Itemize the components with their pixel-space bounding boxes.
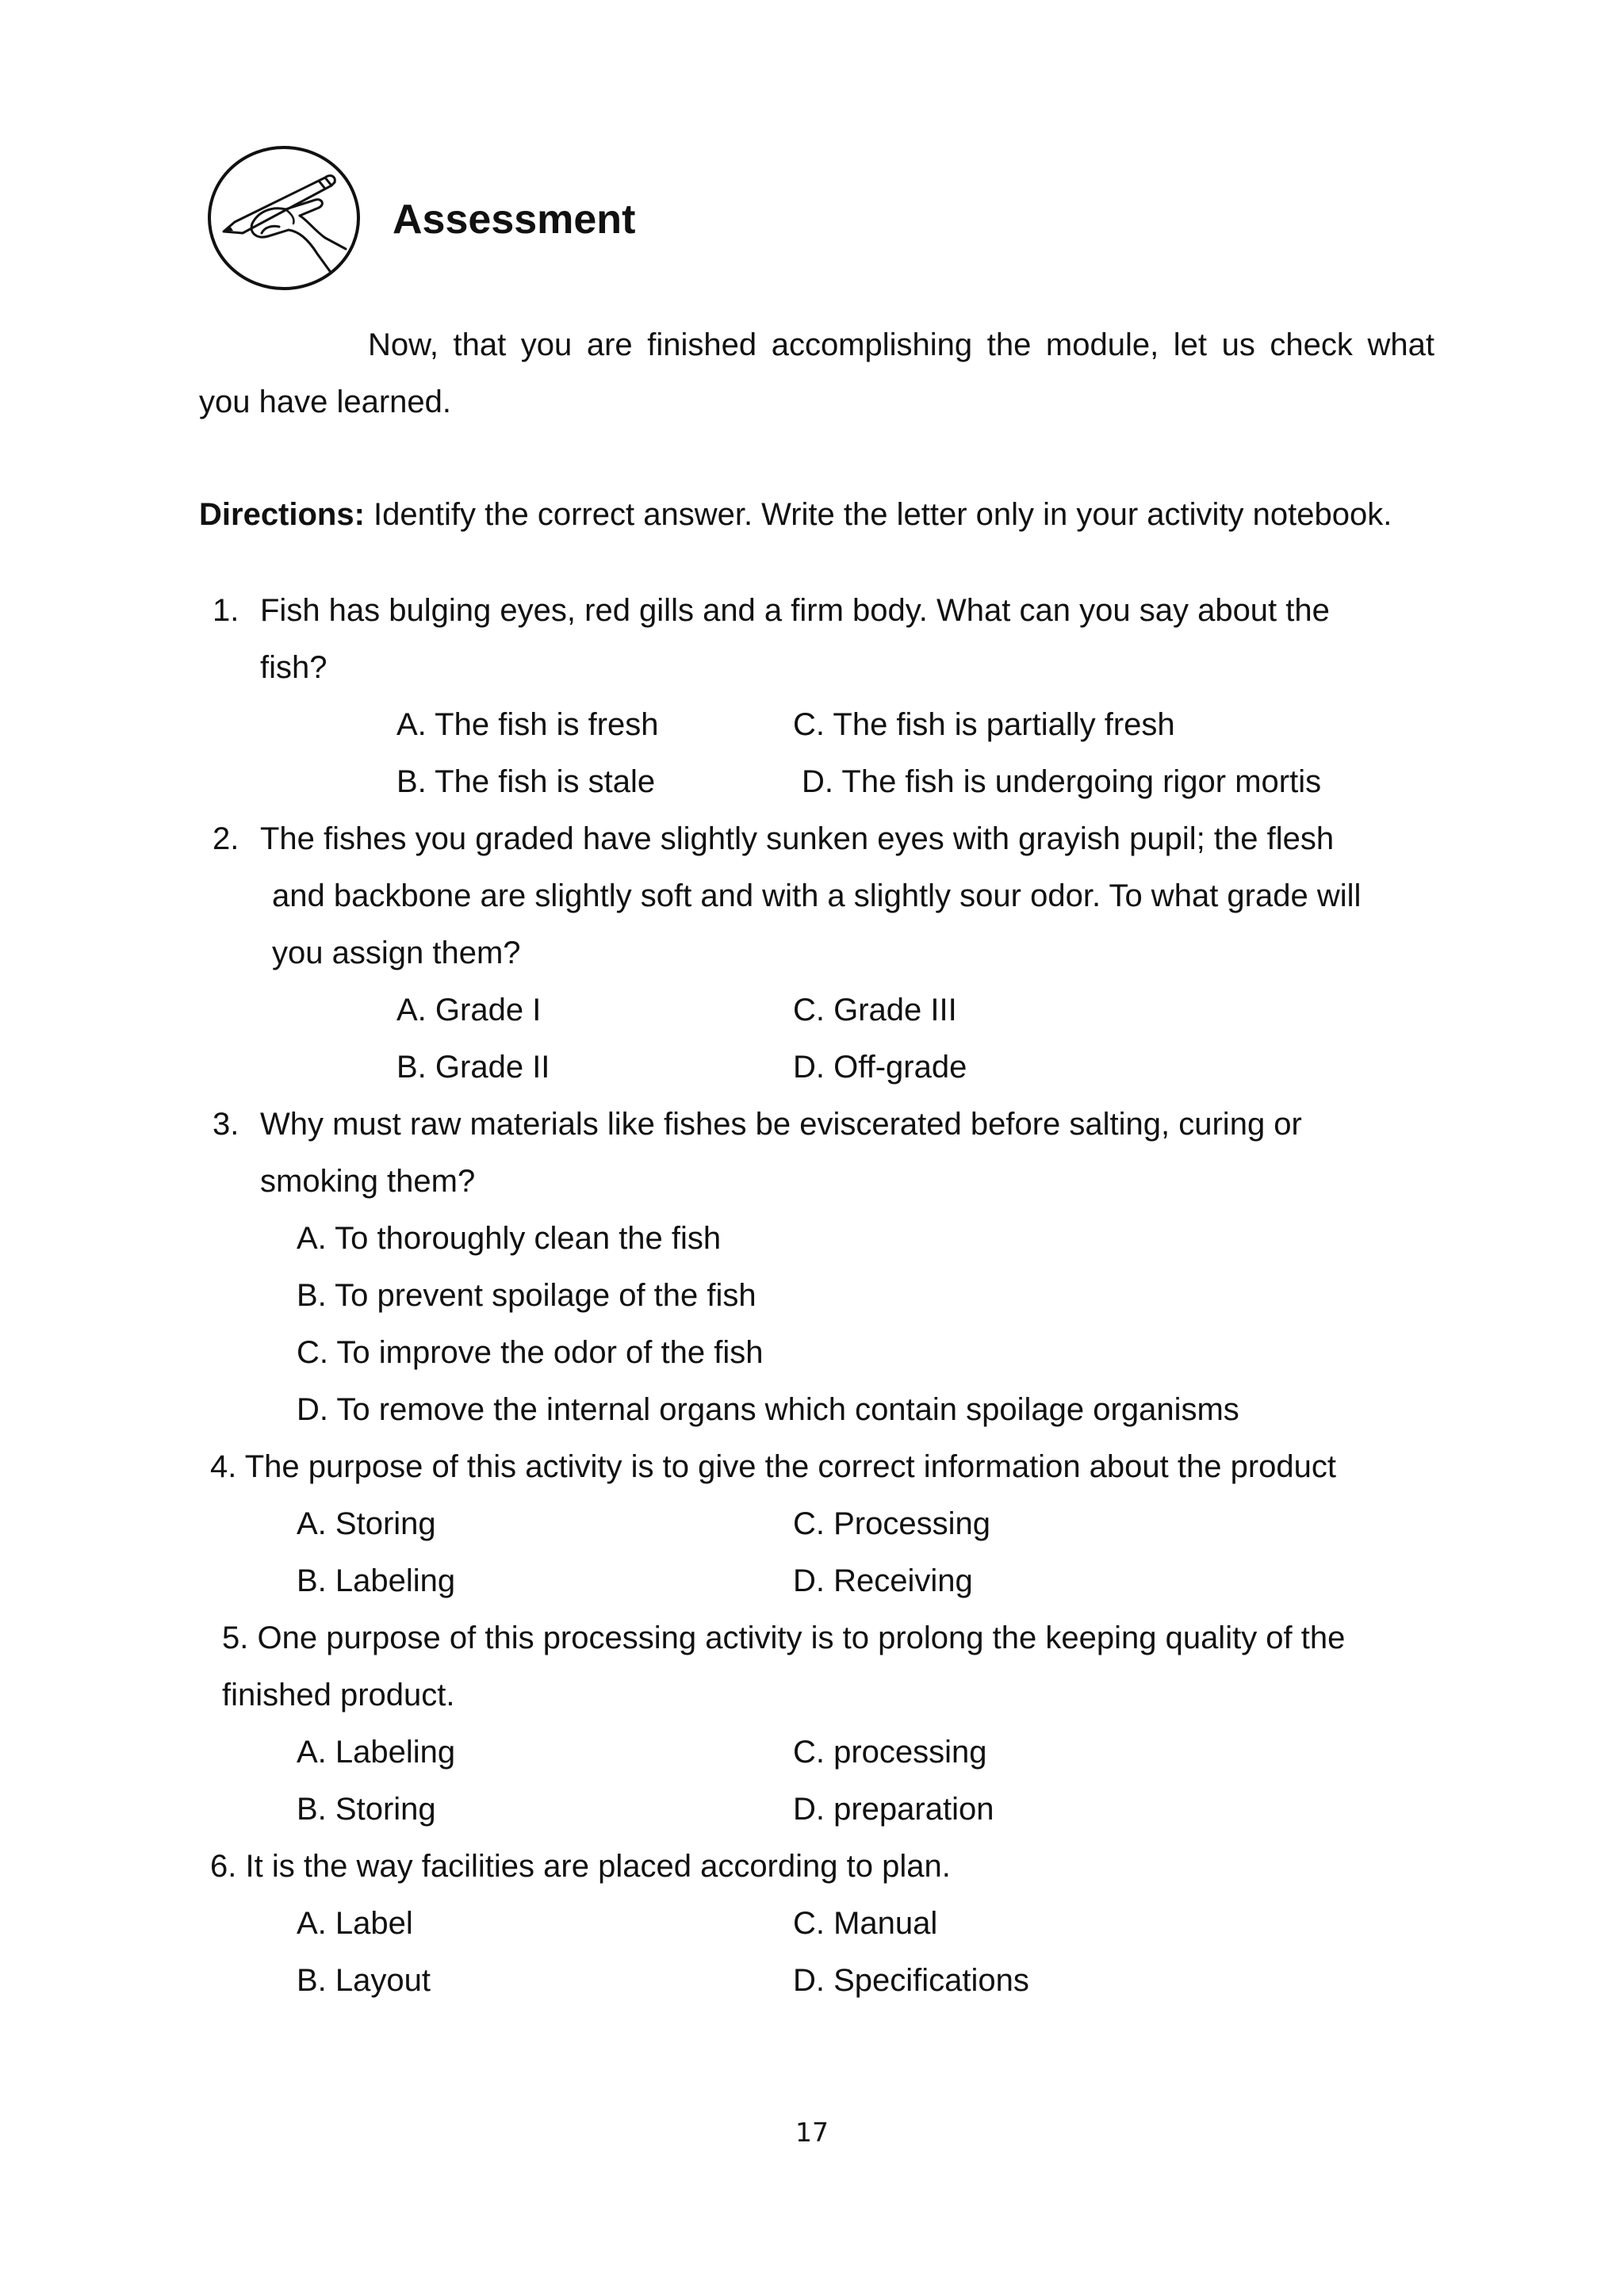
question-1-option-b: B. The fish is stale xyxy=(396,764,656,799)
question-5-stem-line: 5. One purpose of this processing activity is to prolong the keeping quality of the xyxy=(222,1621,1346,1655)
page-title: Assessment xyxy=(393,197,636,243)
question-3-option-c: C. To improve the odor of the fish xyxy=(297,1335,764,1370)
question-3-option-a: A. To thoroughly clean the fish xyxy=(297,1221,722,1256)
question-6-stem-line: 6. It is the way facilities are placed according to plan. xyxy=(210,1849,951,1884)
question-6-option-b: B. Layout xyxy=(297,1963,431,1998)
question-2-option-d: D. Off-grade xyxy=(793,1050,967,1085)
question-6-option-a: A. Label xyxy=(297,1906,413,1941)
question-4-option-c: C. Processing xyxy=(793,1506,990,1541)
intro-line-2: you have learned. xyxy=(199,385,452,419)
page-number: 17 xyxy=(795,2117,829,2148)
question-4-option-a: A. Storing xyxy=(297,1506,436,1541)
question-2-option-c: C. Grade III xyxy=(793,993,957,1027)
directions xyxy=(199,491,1392,538)
question-5-stem-line: finished product. xyxy=(222,1678,455,1712)
question-2-stem-line: The fishes you graded have slightly sunken eyes with grayish pupil; the flesh xyxy=(260,821,1335,856)
question-3-stem-line: Why must raw materials like fishes be eviscerated before salting, curing or xyxy=(260,1107,1302,1142)
question-6-option-d: D. Specifications xyxy=(793,1963,1029,1998)
pencil-hand-icon xyxy=(206,144,362,292)
directions-label: Directions: xyxy=(199,497,365,532)
question-3-option-b: B. To prevent spoilage of the fish xyxy=(297,1278,756,1313)
question-1-option-d: D. The fish is undergoing rigor mortis xyxy=(802,764,1322,799)
question-1-option-c: C. The fish is partially fresh xyxy=(793,707,1175,742)
question-2-option-a: A. Grade I xyxy=(396,993,542,1027)
question-4-option-b: B. Labeling xyxy=(297,1563,456,1598)
question-5-option-d: D. preparation xyxy=(793,1792,994,1827)
question-1-option-a: A. The fish is fresh xyxy=(396,707,659,742)
question-3-stem-line: smoking them? xyxy=(260,1164,476,1199)
question-5-option-c: C. processing xyxy=(793,1735,987,1770)
question-4-option-d: D. Receiving xyxy=(793,1563,973,1598)
question-5-option-b: B. Storing xyxy=(297,1792,436,1827)
question-number: 3. xyxy=(213,1107,239,1142)
intro-line-1: Now, that you are finished accomplishing the module, let us check what xyxy=(368,327,1434,362)
question-2-stem-line: and backbone are slightly soft and with a slightly sour odor. To what grade will xyxy=(272,878,1362,913)
question-1-stem-line: fish? xyxy=(260,650,327,685)
question-6-option-c: C. Manual xyxy=(793,1906,938,1941)
question-number: 2. xyxy=(213,821,239,856)
question-number: 1. xyxy=(213,593,239,628)
directions-text: Identify the correct answer. Write the letter only in your activity notebook. xyxy=(364,497,1392,532)
question-3-option-d: D. To remove the internal organs which contain spoilage organisms xyxy=(297,1392,1239,1427)
question-5-option-a: A. Labeling xyxy=(297,1735,456,1770)
question-4-stem-line: 4. The purpose of this activity is to give the correct information about the product xyxy=(210,1449,1337,1484)
question-2-option-b: B. Grade II xyxy=(396,1050,550,1085)
question-1-stem-line: Fish has bulging eyes, red gills and a firm body. What can you say about the xyxy=(260,593,1330,628)
question-2-stem-line: you assign them? xyxy=(272,936,521,970)
